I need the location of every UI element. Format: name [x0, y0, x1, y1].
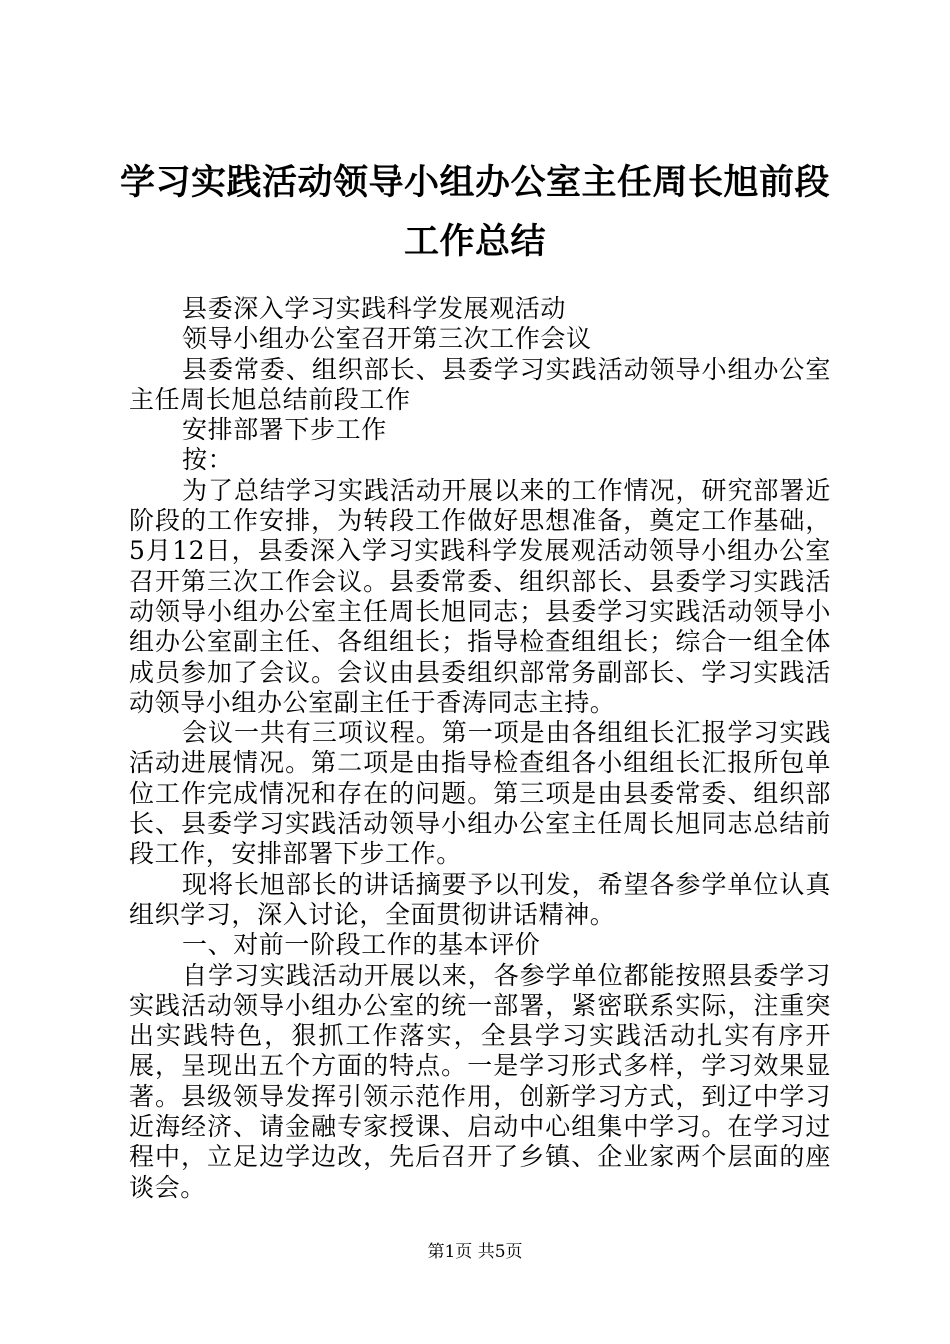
- paragraph: 现将长旭部长的讲话摘要予以刊发，希望各参学单位认真组织学习，深入讨论，全面贯彻讲话精神。: [129, 869, 831, 929]
- page-footer: 第1页 共5页: [427, 1242, 523, 1262]
- paragraph: 为了总结学习实践活动开展以来的工作情况，研究部署近阶段的工作安排，为转段工作做好思想准备，奠定工作基础，5月12日，县委深入学习实践科学发展观活动领导小组办公室召开第三次工作会议。县委常委、组织部长、县委学习实践活动领导小组办公室主任周长旭同志；县委学习实践活动领导小组办公室副主任、各组组长；指导检查组组长；综合一组全体成员参加了会议。会议由县委组织部常务副部长、学习实践活动领导小组办公室副主任于香涛同志主持。: [129, 475, 831, 717]
- paragraph: 县委深入学习实践科学发展观活动: [182, 294, 567, 323]
- paragraph: 县委常委、组织部长、县委学习实践活动领导小组办公室主任周长旭总结前段工作: [129, 354, 831, 414]
- document-title-line1: 学习实践活动领导小组办公室主任周长旭前段: [119, 163, 830, 203]
- paragraph: 按：: [182, 445, 234, 475]
- paragraph: 领导小组办公室召开第三次工作会议: [182, 324, 592, 354]
- paragraph: 安排部署下步工作: [182, 415, 387, 445]
- paragraph: 会议一共有三项议程。第一项是由各组组长汇报学习实践活动进展情况。第二项是由指导检查组各小组组长汇报所包单位工作完成情况和存在的问题。第三项是由县委常委、组织部长、县委学习实践活动领导小组办公室主任周长旭同志总结前段工作，安排部署下步工作。: [129, 718, 831, 869]
- document-title-line2: 工作总结: [403, 222, 546, 262]
- paragraph: 自学习实践活动开展以来，各参学单位都能按照县委学习实践活动领导小组办公室的统一部署，紧密联系实际，注重突出实践特色，狠抓工作落实，全县学习实践活动扎实有序开展，呈现出五个方面的特点。一是学习形式多样，学习效果显著。县级领导发挥引领示范作用，创新学习方式，到辽中学习近海经济、请金融专家授课、启动中心组集中学习。在学习过程中，立足边学边改，先后召开了乡镇、企业家两个层面的座谈会。: [129, 960, 831, 1202]
- document-body: [129, 294, 831, 1203]
- section-heading: 一、对前一阶段工作的基本评价: [182, 930, 541, 960]
